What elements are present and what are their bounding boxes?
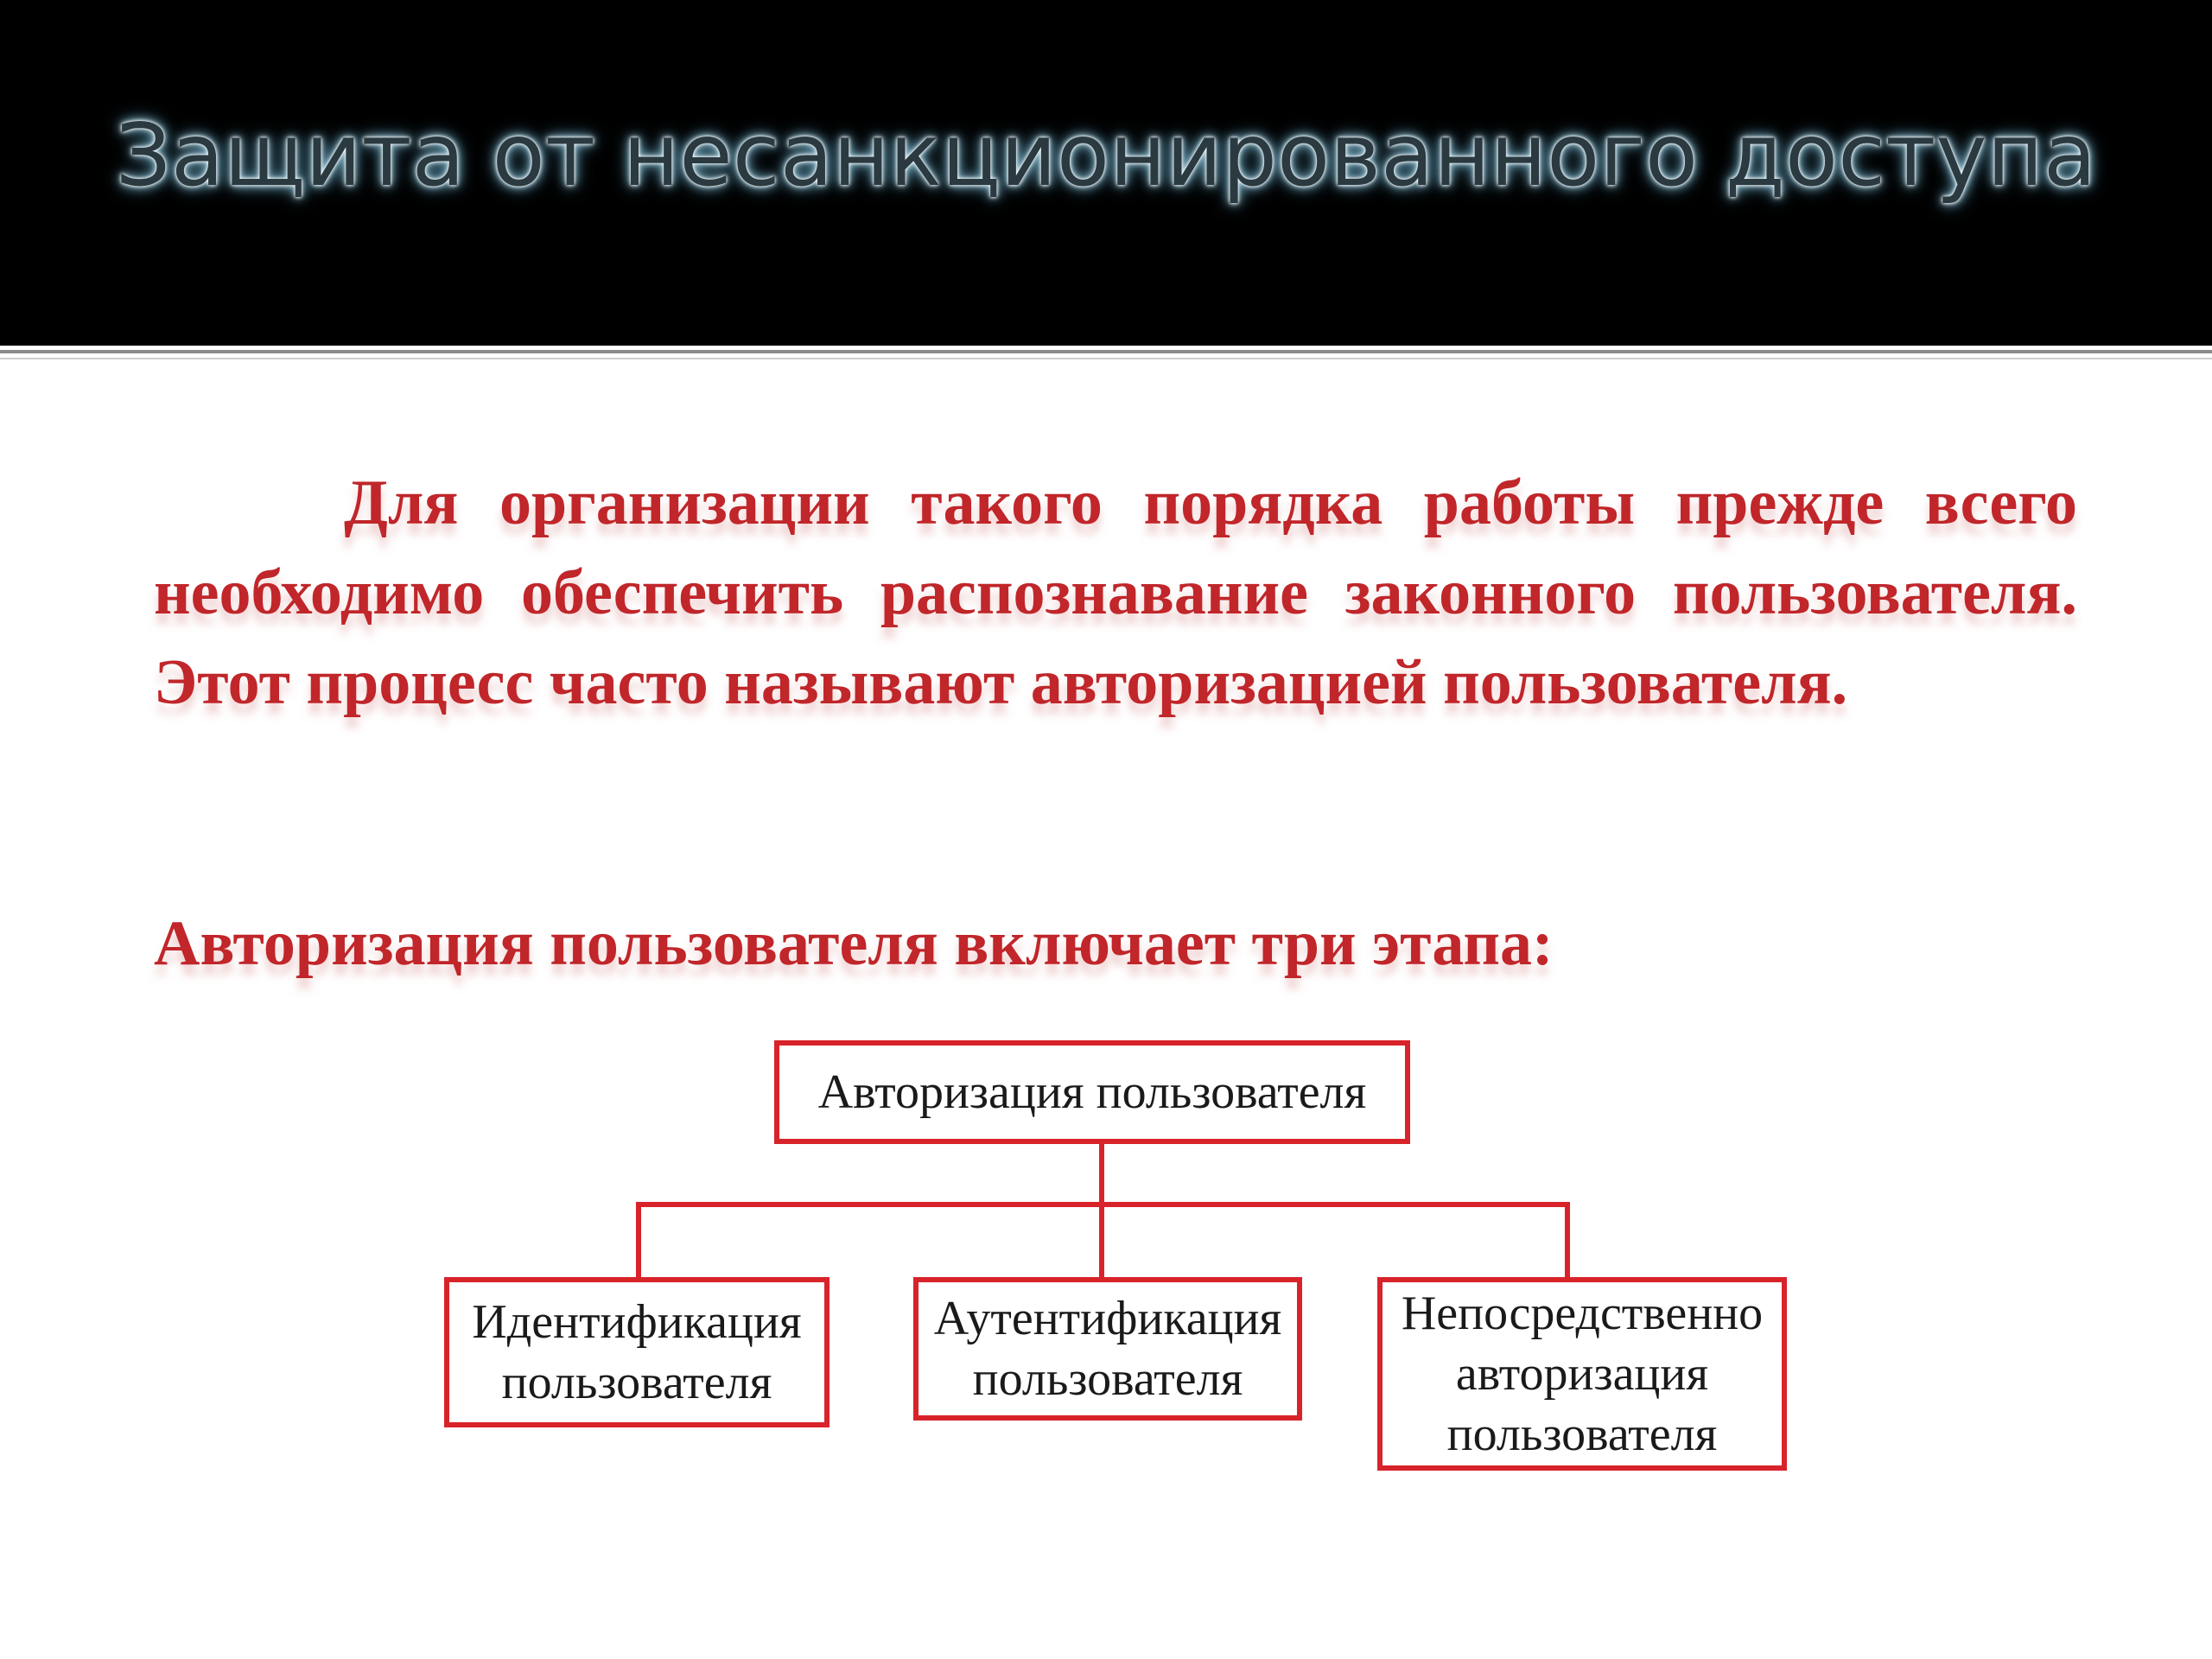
diagram-root-box (774, 1040, 1410, 1144)
authentication-label-line1: Аутентификация (933, 1292, 1282, 1345)
stages-heading: Авторизация пользователя включает три этапа: (154, 908, 1554, 979)
identification-label-line1: Идентификация (472, 1295, 802, 1349)
identification-box (444, 1277, 830, 1427)
direct-authorization-label-line2: авторизация (1455, 1347, 1709, 1401)
slide-title: Защита от несанкционированного доступа (115, 105, 2097, 206)
direct-authorization-label-line3: пользователя (1446, 1408, 1718, 1461)
root-box-label: Авторизация пользователя (817, 1065, 1367, 1119)
direct-authorization-label-line1: Непосредственно (1401, 1287, 1764, 1340)
direct-authorization-box (1377, 1277, 1787, 1471)
identification-label-line2: пользователя (501, 1356, 772, 1409)
header-divider (0, 350, 2212, 353)
intro-paragraph: Для организации такого порядка работы прежде всего необходимо обеспечить распознавание законного пользователя. Этот процесс часто называют авторизацией пользователя. (154, 467, 2077, 718)
title-bar (0, 0, 2212, 346)
authentication-label-line2: пользователя (972, 1352, 1243, 1406)
authentication-box (913, 1277, 1302, 1421)
header-divider-thin (0, 358, 2212, 359)
